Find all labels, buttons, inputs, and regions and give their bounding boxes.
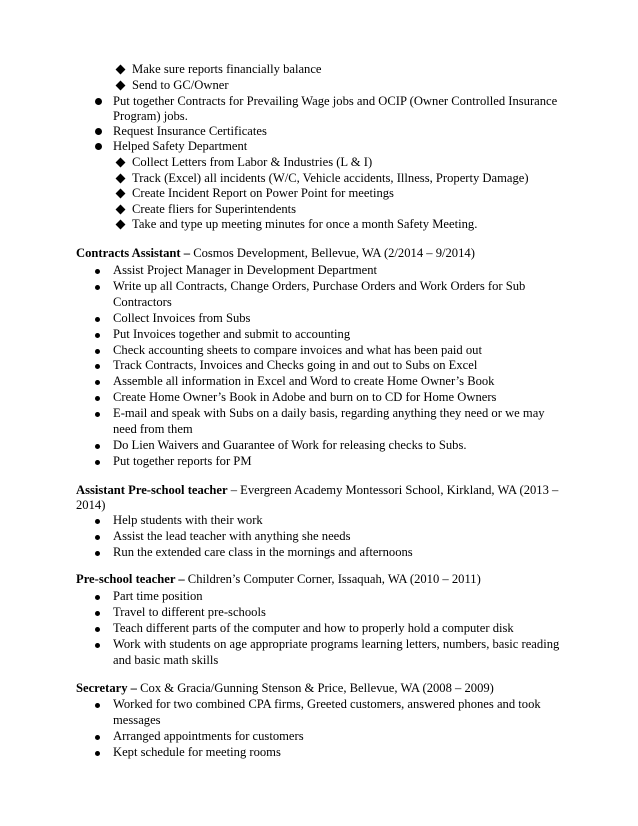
list-item: Helped Safety Department — [113, 139, 248, 153]
list-item: Send to GC/Owner — [132, 78, 229, 92]
list-item-continuation: and basic math skills — [113, 652, 219, 667]
list-item: Create Incident Report on Power Point for meetings — [132, 186, 394, 200]
job-employer: Children’s Computer Corner, Issaquah, WA (2010 – 2011) — [184, 572, 481, 586]
diamond-bullet-icon — [117, 217, 124, 232]
list-item: Take and type up meeting minutes for once a month Safety Meeting. — [132, 217, 478, 231]
round-bullet-icon — [95, 139, 102, 154]
list-item: Put Invoices together and submit to accounting — [113, 326, 351, 341]
round-bullet-icon — [95, 263, 100, 278]
list-item: Help students with their work — [113, 513, 263, 527]
list-item-continuation: Contractors — [113, 294, 172, 309]
list-item: Collect Letters from Labor & Industries (L & I) — [132, 155, 373, 169]
job-employer-continuation: 2014) — [76, 498, 106, 512]
list-item: Put together reports for PM — [113, 453, 252, 468]
list-item: Create Home Owner’s Book in Adobe and burn on to CD for Home Owners — [113, 390, 497, 405]
round-bullet-icon — [95, 637, 100, 652]
job-employer: Cosmos Development, Bellevue, WA (2/2014 – 9/2014) — [190, 246, 475, 260]
list-item: Kept schedule for meeting rooms — [113, 744, 281, 759]
round-bullet-icon — [95, 124, 102, 139]
diamond-bullet-icon — [117, 155, 124, 170]
round-bullet-icon — [95, 621, 100, 636]
job-heading — [76, 246, 475, 261]
job-heading — [76, 681, 494, 696]
round-bullet-icon — [95, 327, 100, 342]
job-title: Assistant Pre-school teacher — [76, 483, 228, 497]
round-bullet-icon — [95, 589, 100, 604]
list-item: Put together Contracts for Prevailing Wage jobs and OCIP (Owner Controlled Insurance — [113, 94, 558, 108]
job-title: Contracts Assistant – — [76, 246, 191, 260]
round-bullet-icon — [95, 94, 102, 109]
round-bullet-icon — [95, 745, 100, 760]
list-item: Part time position — [113, 589, 203, 603]
list-item: Arranged appointments for customers — [113, 728, 304, 743]
round-bullet-icon — [95, 390, 100, 405]
round-bullet-icon — [95, 311, 100, 326]
job-title: Pre-school teacher – — [76, 572, 185, 586]
list-item: Check accounting sheets to compare invoices and what has been paid out — [113, 342, 482, 357]
round-bullet-icon — [95, 697, 100, 712]
round-bullet-icon — [95, 454, 100, 469]
list-item: Travel to different pre-schools — [113, 604, 266, 619]
list-item: Do Lien Waivers and Guarantee of Work for releasing checks to Subs. — [113, 437, 467, 452]
round-bullet-icon — [95, 358, 100, 373]
list-item-continuation: need from them — [113, 422, 193, 436]
list-item: Assist Project Manager in Development Department — [113, 263, 378, 277]
list-item: Worked for two combined CPA firms, Greeted customers, answered phones and took — [113, 697, 541, 711]
round-bullet-icon — [95, 374, 100, 389]
diamond-bullet-icon — [117, 171, 124, 186]
job-employer: Cox & Gracia/Gunning Stenson & Price, Bellevue, WA (2008 – 2009) — [136, 681, 494, 695]
list-item: Track Contracts, Invoices and Checks going in and out to Subs on Excel — [113, 358, 478, 373]
list-item: Run the extended care class in the mornings and afternoons — [113, 544, 413, 559]
list-item-continuation: Program) jobs. — [113, 109, 188, 123]
list-item: Track (Excel) all incidents (W/C, Vehicle accidents, Illness, Property Damage) — [132, 171, 529, 185]
round-bullet-icon — [95, 605, 100, 620]
diamond-bullet-icon — [117, 186, 124, 201]
round-bullet-icon — [95, 279, 100, 294]
list-item: Collect Invoices from Subs — [113, 310, 251, 325]
round-bullet-icon — [95, 343, 100, 358]
job-heading — [76, 572, 481, 587]
list-item: Work with students on age appropriate programs learning letters, numbers, basic reading — [113, 636, 560, 651]
list-item: Write up all Contracts, Change Orders, Purchase Orders and Work Orders for Sub — [113, 278, 526, 293]
list-item: Request Insurance Certificates — [113, 124, 267, 138]
job-title: Secretary – — [76, 681, 137, 695]
round-bullet-icon — [95, 529, 100, 544]
diamond-bullet-icon — [117, 202, 124, 217]
round-bullet-icon — [95, 729, 100, 744]
round-bullet-icon — [95, 513, 100, 528]
round-bullet-icon — [95, 545, 100, 560]
diamond-bullet-icon — [117, 78, 124, 93]
job-employer: – Evergreen Academy Montessori School, Kirkland, WA (2013 – — [227, 483, 559, 497]
round-bullet-icon — [95, 406, 100, 421]
list-item-continuation: messages — [113, 712, 161, 727]
diamond-bullet-icon — [117, 62, 124, 77]
list-item: Make sure reports financially balance — [132, 62, 322, 76]
list-item: Teach different parts of the computer and how to properly hold a computer disk — [113, 620, 514, 635]
job-heading — [76, 483, 558, 498]
list-item: Assemble all information in Excel and Word to create Home Owner’s Book — [113, 374, 495, 389]
round-bullet-icon — [95, 438, 100, 453]
list-item: Assist the lead teacher with anything she needs — [113, 528, 351, 543]
list-item: Create fliers for Superintendents — [132, 202, 297, 216]
list-item: E-mail and speak with Subs on a daily basis, regarding anything they need or we may — [113, 406, 545, 421]
